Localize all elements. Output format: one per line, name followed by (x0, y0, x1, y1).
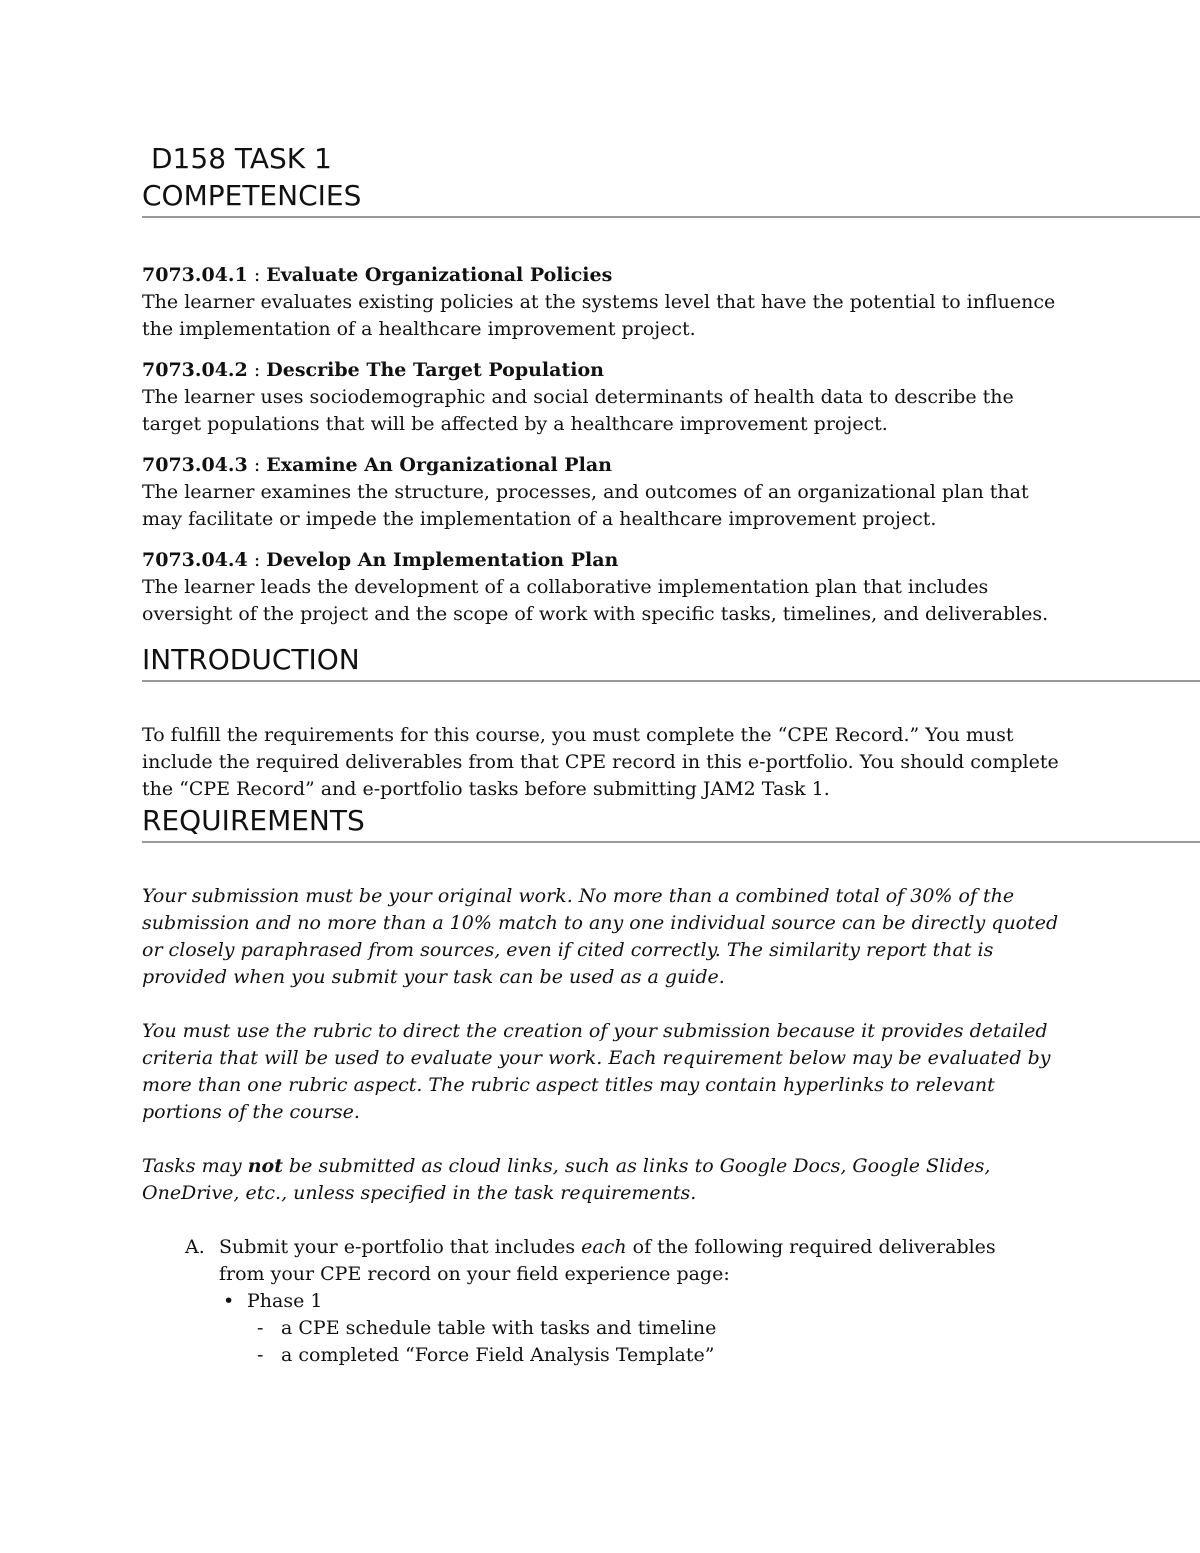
requirement-text-emphasis: each (581, 1236, 627, 1258)
document-title: D158 TASK 1 (151, 142, 332, 175)
competency-separator: : (247, 359, 267, 381)
competency-item (142, 262, 1072, 343)
deliverable-text: a CPE schedule table with tasks and timeline (281, 1317, 717, 1339)
cloud-links-text-pre: Tasks may (142, 1155, 248, 1177)
originality-paragraph: Your submission must be your original work. No more than a combined total of 30% of the submission and no more than a 10% match to any one individual source can be directly quoted or closely paraphrased from sources, even if cited correctly. The similarity report that is provided when you submit your task can be used as a guide. (142, 885, 1059, 988)
competency-item (142, 547, 1072, 628)
introduction-heading: INTRODUCTION (142, 642, 1200, 682)
competency-name: Describe The Target Population (266, 359, 604, 381)
requirement-marker: A. (185, 1236, 205, 1258)
competency-separator: : (247, 454, 267, 476)
competency-code: 7073.04.2 (142, 359, 248, 381)
requirements-heading: REQUIREMENTS (142, 803, 1200, 843)
cloud-links-paragraph (142, 1153, 1062, 1207)
competency-item (142, 452, 1072, 533)
competency-name: Evaluate Organizational Policies (266, 264, 613, 286)
document-page (142, 140, 1200, 1369)
requirement-item-a (142, 1234, 1039, 1369)
deliverable-item (247, 1315, 1039, 1342)
dash-icon: - (257, 1344, 264, 1366)
competencies-heading: COMPETENCIES (142, 178, 1200, 218)
deliverable-list (247, 1315, 1039, 1369)
deliverable-text: a completed “Force Field Analysis Template” (281, 1344, 715, 1366)
competency-code: 7073.04.3 (142, 454, 248, 476)
cloud-links-text-post: be submitted as cloud links, such as links to Google Docs, Google Slides, OneDrive, etc., unless specified in the task requirements. (142, 1155, 991, 1204)
deliverable-item (247, 1342, 1039, 1369)
competency-list (142, 262, 1200, 628)
competency-separator: : (247, 549, 267, 571)
dash-icon: - (257, 1317, 264, 1339)
phase-list (219, 1288, 1039, 1369)
competency-separator: : (247, 264, 267, 286)
requirement-text-pre: Submit your e-portfolio that includes (219, 1236, 582, 1258)
competency-description: The learner uses sociodemographic and social determinants of health data to describe the target populations that will be affected by a healthcare improvement project. (142, 386, 1014, 435)
competency-name: Develop An Implementation Plan (266, 549, 619, 571)
competency-description: The learner leads the development of a collaborative implementation plan that includes oversight of the project and the scope of work with specific tasks, timelines, and deliverables. (142, 576, 1049, 625)
competency-name: Examine An Organizational Plan (266, 454, 612, 476)
competency-code: 7073.04.4 (142, 549, 248, 571)
competency-description: The learner evaluates existing policies at the systems level that have the potential to influence the implementation of a healthcare improvement project. (142, 291, 1056, 340)
competency-code: 7073.04.1 (142, 264, 248, 286)
rubric-paragraph: You must use the rubric to direct the creation of your submission because it provides detailed criteria that will be used to evaluate your work. Each requirement below may be evaluated by more than one rubric aspect. The rubric aspect titles may contain hyperlinks to relevant portions of the course. (142, 1020, 1051, 1123)
introduction-text: To fulfill the requirements for this course, you must complete the “CPE Record.” You must include the required deliverables from that CPE record in this e-portfolio. You should complete the “CPE Record” and e-portfolio tasks before submitting JAM2 Task 1. (142, 724, 1059, 800)
cloud-links-emphasis: not (247, 1155, 283, 1177)
competency-item (142, 357, 1072, 438)
competency-description: The learner examines the structure, processes, and outcomes of an organizational plan that may facilitate or impede the implementation of a healthcare improvement project. (142, 481, 1029, 530)
phase-label: Phase 1 (247, 1290, 323, 1312)
requirement-list (142, 1234, 1200, 1369)
requirement-text-post: of the following required deliverables from your CPE record on your field experience page: (219, 1236, 996, 1285)
phase-item (219, 1288, 1039, 1369)
bullet-icon: • (223, 1290, 235, 1312)
